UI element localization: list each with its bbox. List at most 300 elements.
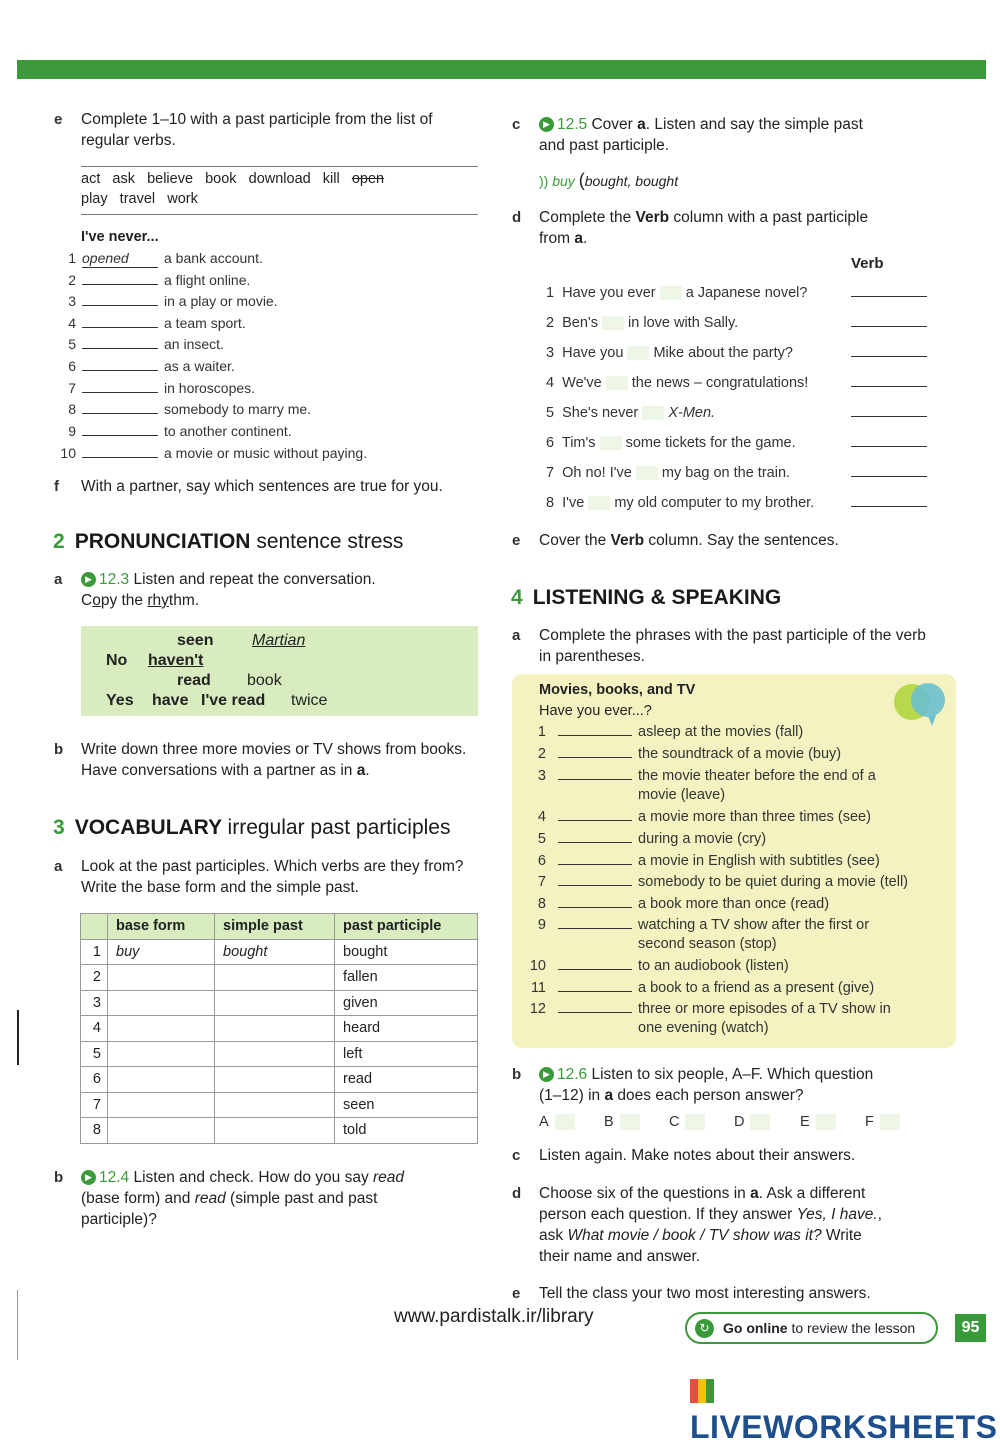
instruction-4c: Listen again. Make notes about their answers. [539, 1147, 856, 1164]
instruction-text: from [539, 230, 575, 247]
bold-ref: a [604, 1087, 614, 1104]
answer-box[interactable] [555, 1114, 575, 1130]
gap [600, 436, 622, 450]
base-form-cell[interactable] [108, 1118, 215, 1144]
past-participle-cell: heard [335, 1016, 478, 1042]
past-participle-cell: left [335, 1041, 478, 1067]
answer-box[interactable] [620, 1114, 640, 1130]
instruction-3d [539, 207, 868, 228]
rhythm-box [81, 626, 478, 716]
list-intro: I've never... [81, 229, 159, 245]
instruction-3b [81, 1167, 404, 1188]
row-number: 7 [81, 1092, 108, 1118]
instruction-4d [539, 1183, 865, 1204]
box-intro: Have you ever...? [539, 703, 652, 719]
instruction-3e [539, 530, 839, 551]
item-number: 1 [68, 250, 76, 266]
item-text: a flight online. [164, 272, 251, 288]
page-number: 95 [955, 1314, 986, 1342]
answer-label: A [539, 1114, 549, 1130]
gap [627, 346, 649, 360]
instruction-text: ask [539, 1227, 568, 1244]
item-text: a movie or music without paying. [164, 445, 368, 461]
verb-answer-line[interactable] [851, 326, 927, 327]
instruction-text: Choose six of the questions in [539, 1185, 751, 1202]
instruction-4b-line2 [539, 1085, 804, 1106]
answer-input[interactable] [558, 907, 632, 908]
item-text: a bank account. [164, 250, 263, 266]
item-number: 7 [537, 874, 546, 890]
answer-input[interactable] [82, 423, 158, 436]
list-item [58, 335, 224, 353]
movies-box [512, 674, 956, 1048]
item-number: 4 [546, 375, 555, 391]
rhythm-word: haven't [148, 652, 204, 669]
answer-input[interactable] [558, 885, 632, 886]
item-text: second season (stop) [638, 936, 777, 952]
table-header-number [81, 914, 108, 940]
item-text: three or more episodes of a TV show in [638, 1001, 891, 1017]
item-number: 6 [537, 853, 546, 869]
exercise-letter: a [54, 571, 63, 588]
exercise-letter: c [512, 116, 521, 133]
instruction-text: Cover the [539, 532, 611, 549]
exercise-letter: e [54, 111, 63, 128]
simple-past-cell[interactable] [215, 990, 335, 1016]
base-form-cell[interactable]: buy [108, 939, 215, 965]
margin-mark [17, 1290, 18, 1360]
instruction-3b-line3: participle)? [81, 1211, 157, 1228]
item-number: 8 [68, 401, 76, 417]
rhythm-word: No [106, 652, 128, 669]
answer-slot [604, 1114, 640, 1130]
verb-answer-line[interactable] [851, 416, 927, 417]
exercise-letter: e [512, 1285, 521, 1302]
list-item [58, 271, 250, 289]
item-number: 7 [68, 380, 76, 396]
italic-word: read [373, 1169, 405, 1186]
answer-input[interactable] [82, 336, 158, 349]
list-item [58, 357, 235, 375]
answer-box[interactable] [685, 1114, 705, 1130]
item-text: X-Men. [668, 405, 716, 421]
exercise-letter: c [512, 1147, 521, 1164]
list-item [58, 400, 311, 418]
base-form-cell[interactable] [108, 990, 215, 1016]
audio-track[interactable]: 12.3 [99, 571, 130, 588]
divider [81, 166, 478, 167]
example-line [539, 170, 678, 191]
item-text: asleep at the movies (fall) [638, 724, 804, 740]
italic-phrase: Yes, I have. [796, 1206, 878, 1223]
answer-slot [865, 1114, 900, 1130]
source-url[interactable]: www.pardistalk.ir/library [394, 1306, 594, 1327]
item-number: 9 [68, 423, 76, 439]
simple-past-cell[interactable]: bought [215, 939, 335, 965]
section-heading-listening [511, 586, 781, 610]
simple-past-cell[interactable] [215, 1067, 335, 1093]
exercise-letter: a [54, 858, 63, 875]
item-text: during a movie (cry) [638, 831, 767, 847]
answer-input[interactable] [558, 864, 632, 865]
table-row [81, 1041, 478, 1067]
answer-input[interactable] [82, 293, 158, 306]
section-heading-pronunciation [53, 530, 403, 554]
go-online-label [723, 1320, 915, 1336]
item-text: the movie theater before the end of a [638, 768, 876, 784]
item-number: 1 [537, 724, 546, 740]
instruction-4a: Complete the phrases with the past participle of the verb in parentheses. [539, 627, 926, 665]
answer-input[interactable] [82, 380, 158, 393]
table-row [81, 1067, 478, 1093]
section-title: PRONUNCIATION [74, 530, 251, 553]
answer-input[interactable] [558, 757, 632, 758]
rhythm-word: I've read [201, 692, 266, 709]
audio-icon[interactable]: ▶ [81, 1170, 96, 1185]
instruction-1e: Complete 1–10 with a past participle from the list of regular verbs. [81, 111, 433, 149]
instruction-2a [81, 569, 376, 590]
answer-input[interactable] [558, 735, 632, 736]
verb-struck: open [351, 171, 385, 187]
exercise-letter: e [512, 532, 521, 549]
item-number: 2 [537, 746, 546, 762]
gap [606, 376, 628, 390]
section-title: LISTENING & SPEAKING [532, 586, 782, 609]
gap [642, 406, 664, 420]
verb-list-line2: play travel work [81, 191, 198, 207]
answer-label: C [669, 1114, 680, 1130]
list-item [58, 249, 263, 268]
past-participle-cell: fallen [335, 965, 478, 991]
divider [81, 214, 478, 215]
instruction-3b-line2 [81, 1188, 377, 1209]
audio-track[interactable]: 12.4 [99, 1169, 130, 1186]
exercise-letter: b [512, 1066, 522, 1083]
item-text: She's never [562, 405, 639, 421]
item-number: 5 [537, 831, 546, 847]
base-form-cell[interactable] [108, 965, 215, 991]
item-text: the news – congratulations! [631, 375, 809, 391]
bold-ref: a [574, 230, 583, 247]
instruction-1f: With a partner, say which sentences are true for you. [81, 478, 443, 495]
instruction-2b [81, 739, 476, 781]
table-row [81, 939, 478, 965]
item-number: 6 [68, 358, 76, 374]
base-form-cell[interactable] [108, 1067, 215, 1093]
bold-ref: a [637, 116, 646, 133]
item-text: in love with Sally. [628, 315, 739, 331]
table-header: past participle [335, 914, 478, 940]
answer-box[interactable] [880, 1114, 900, 1130]
item-text: a Japanese novel? [685, 285, 808, 301]
exercise-letter: a [512, 627, 521, 644]
item-number: 6 [546, 435, 555, 451]
instruction-text: person each question. If they answer [539, 1206, 797, 1223]
answer-input[interactable] [82, 272, 158, 285]
row-number: 1 [81, 939, 108, 965]
instruction-text: Cover [591, 116, 638, 133]
answer-slot [734, 1114, 770, 1130]
text-part: py the [100, 592, 148, 609]
item-text: Have you ever [562, 285, 656, 301]
instruction-text: Write down three more movies or TV shows from books. Have conversations with a partner as in [81, 741, 467, 779]
item-number: 3 [68, 293, 76, 309]
section-subtitle: irregular past participles [227, 816, 451, 839]
instruction-3c [539, 114, 863, 135]
simple-past-cell[interactable] [215, 1041, 335, 1067]
list-item [546, 375, 808, 391]
list-item [546, 315, 738, 331]
speech-bubbles-icon [892, 678, 950, 728]
section-title: VOCABULARY [74, 816, 222, 839]
answer-input[interactable] [558, 969, 632, 970]
answer-input[interactable] [558, 779, 632, 780]
item-number: 1 [546, 285, 555, 301]
simple-past-cell[interactable] [215, 965, 335, 991]
item-text: my old computer to my brother. [614, 495, 815, 511]
instruction-4b [539, 1064, 873, 1085]
instruction-3c-line2: and past participle. [539, 137, 670, 154]
instruction-text: column with a past participle [669, 209, 869, 226]
example-prompt: buy [552, 173, 575, 189]
gap [602, 316, 624, 330]
answer-input[interactable] [558, 1012, 632, 1013]
rhythm-word: book [247, 672, 282, 689]
item-text: somebody to be quiet during a movie (tell) [638, 874, 909, 890]
rhythm-word: Yes [106, 692, 134, 709]
table-header-row [81, 914, 478, 940]
refresh-icon: ↻ [695, 1319, 714, 1338]
participle-table [80, 913, 478, 1144]
item-text: Oh no! I've [562, 465, 632, 481]
verb-answer-line[interactable] [851, 356, 927, 357]
item-number: 7 [546, 465, 555, 481]
item-text: a book more than once (read) [638, 896, 830, 912]
item-number: 5 [546, 405, 555, 421]
list-item [58, 444, 367, 462]
item-text: to another continent. [164, 423, 292, 439]
answer-input[interactable] [82, 445, 158, 458]
list-item [58, 292, 278, 310]
item-text: a movie in English with subtitles (see) [638, 853, 880, 869]
brand-icon [690, 1379, 714, 1403]
verb-answer-line[interactable] [851, 506, 927, 507]
item-text: a movie more than three times (see) [638, 809, 871, 825]
simple-past-cell[interactable] [215, 1016, 335, 1042]
instruction-text: does each person answer? [613, 1087, 804, 1104]
exercise-letter: b [54, 741, 64, 758]
section-number: 4 [511, 586, 523, 609]
instruction-text: column. Say the sentences. [644, 532, 839, 549]
instruction-3a: Look at the past participles. Which verbs are they from? Write the base form and the simple past. [81, 858, 464, 896]
text-part: C [81, 592, 93, 609]
item-text: one evening (watch) [638, 1020, 769, 1036]
go-online-button[interactable] [685, 1312, 938, 1344]
row-number: 3 [81, 990, 108, 1016]
text-part: thm. [168, 592, 200, 609]
instruction-text: . Listen and say the simple past [645, 116, 863, 133]
row-number: 2 [81, 965, 108, 991]
simple-past-cell[interactable] [215, 1092, 335, 1118]
item-text: watching a TV show after the first or [638, 917, 870, 933]
answer-label: B [604, 1114, 614, 1130]
list-item [58, 314, 246, 332]
answer-input[interactable] [558, 820, 632, 821]
item-number: 12 [529, 1001, 546, 1017]
list-item [546, 405, 715, 421]
answer-label: D [734, 1114, 745, 1130]
item-number: 10 [529, 958, 546, 974]
verb-answer-line[interactable] [851, 446, 927, 447]
row-number: 6 [81, 1067, 108, 1093]
table-header: simple past [215, 914, 335, 940]
answer-box[interactable] [750, 1114, 770, 1130]
past-participle-cell: read [335, 1067, 478, 1093]
answer-slot [800, 1114, 836, 1130]
item-text: my bag on the train. [661, 465, 791, 481]
rhythm-word: have [152, 692, 189, 709]
item-number: 10 [60, 445, 76, 461]
item-text: in horoscopes. [164, 380, 256, 396]
instruction-text: Complete the [539, 209, 636, 226]
item-text: in a play or movie. [164, 293, 278, 309]
item-text: somebody to marry me. [164, 401, 312, 417]
section-number: 2 [53, 530, 65, 553]
item-text: a book to a friend as a present (give) [638, 980, 875, 996]
answer-slot [539, 1114, 575, 1130]
row-number: 4 [81, 1016, 108, 1042]
instruction-3d-line2 [539, 228, 587, 249]
answer-input[interactable] [558, 928, 632, 929]
table-row [81, 1118, 478, 1144]
instruction-text: (base form) and [81, 1190, 195, 1207]
bold-ref: a [750, 1185, 759, 1202]
stressed-syllable: rhy [147, 592, 169, 609]
instruction-text: . Ask a different [758, 1185, 866, 1202]
item-number: 8 [546, 495, 555, 511]
item-number: 11 [530, 980, 546, 996]
rhythm-word: seen [177, 632, 214, 649]
instruction-text: Listen to six people, A–F. Which question [591, 1066, 874, 1083]
exercise-letter: b [54, 1169, 64, 1186]
list-item [58, 379, 255, 397]
item-text: an insect. [164, 336, 224, 352]
answer-input[interactable] [558, 991, 632, 992]
item-text: Tim's [561, 435, 596, 451]
item-text: the soundtrack of a movie (buy) [638, 746, 842, 762]
base-form-cell[interactable] [108, 1092, 215, 1118]
header-bar [17, 60, 986, 79]
item-number: 2 [546, 315, 555, 331]
item-number: 2 [68, 272, 76, 288]
past-participle-cell: bought [335, 939, 478, 965]
liveworksheets-logo [690, 1372, 1000, 1446]
instruction-text: Write [821, 1227, 862, 1244]
speech-icon: )) [539, 173, 549, 189]
table-row [81, 990, 478, 1016]
list-item [546, 285, 807, 301]
base-form-cell[interactable] [108, 1016, 215, 1042]
instruction-text: Listen and repeat the conversation. [133, 571, 376, 588]
answer-input[interactable] [82, 358, 158, 371]
instruction-4e: Tell the class your two most interesting answers. [539, 1285, 871, 1302]
verb-answer-line[interactable] [851, 296, 927, 297]
audio-icon[interactable]: ▶ [539, 117, 554, 132]
item-text: We've [562, 375, 602, 391]
item-number: 3 [537, 768, 546, 784]
audio-icon[interactable]: ▶ [539, 1067, 554, 1082]
list-item [546, 345, 793, 361]
simple-past-cell[interactable] [215, 1118, 335, 1144]
instruction-2a-line2 [81, 590, 199, 611]
bold-ref: Verb [635, 209, 670, 226]
verb-answer-line[interactable] [851, 386, 927, 387]
item-text: a team sport. [164, 315, 246, 331]
past-participle-cell: told [335, 1118, 478, 1144]
instruction-text: (1–12) in [539, 1087, 605, 1104]
answer-slot [669, 1114, 705, 1130]
rhythm-word: Martian [252, 632, 306, 649]
answer-input[interactable] [82, 315, 158, 328]
row-number: 8 [81, 1118, 108, 1144]
past-participle-cell: seen [335, 1092, 478, 1118]
answer-label: E [800, 1114, 810, 1130]
go-online-bold: Go online [723, 1320, 788, 1336]
answer-box[interactable] [816, 1114, 836, 1130]
answer-input[interactable] [558, 842, 632, 843]
gap [588, 496, 610, 510]
margin-mark [17, 1010, 19, 1065]
exercise-letter: d [512, 1185, 522, 1202]
item-text: Ben's [562, 315, 598, 331]
item-number: 4 [68, 315, 76, 331]
bold-ref: Verb [610, 532, 645, 549]
brand-text: LIVEWORKSHEETS [690, 1409, 998, 1445]
audio-track[interactable]: 12.6 [557, 1066, 588, 1083]
box-title: Movies, books, and TV [539, 682, 696, 698]
bold-ref: a [356, 762, 366, 779]
text-part: , [877, 1206, 882, 1223]
audio-icon[interactable]: ▶ [81, 572, 96, 587]
instruction-text: (simple past and past [225, 1190, 378, 1207]
gap [636, 466, 658, 480]
verb-answer-line[interactable] [851, 476, 927, 477]
instruction-4d-line3 [539, 1225, 862, 1246]
answer-input[interactable]: opened [82, 249, 158, 268]
exercise-letter: d [512, 209, 522, 226]
table-header: base form [108, 914, 215, 940]
instruction-4d-line2 [539, 1204, 882, 1225]
list-item [546, 435, 796, 451]
section-heading-vocabulary [53, 816, 450, 840]
list-item [58, 422, 292, 440]
instruction-4d-line4: their name and answer. [539, 1248, 701, 1265]
audio-track[interactable]: 12.5 [557, 116, 588, 133]
instruction-text: Listen and check. How do you say [133, 1169, 374, 1186]
exercise-letter: f [54, 478, 59, 495]
item-number: 9 [537, 917, 546, 933]
base-form-cell[interactable] [108, 1041, 215, 1067]
answer-input[interactable] [82, 401, 158, 414]
item-text: Mike about the party? [653, 345, 793, 361]
section-subtitle: sentence stress [256, 530, 404, 553]
reply-arrow-icon: ( [578, 170, 585, 190]
item-text: I've [562, 495, 585, 511]
italic-phrase: What movie / book / TV show was it? [567, 1227, 822, 1244]
item-number: 3 [546, 345, 555, 361]
rhythm-word: read [177, 672, 211, 689]
item-number: 8 [537, 896, 546, 912]
